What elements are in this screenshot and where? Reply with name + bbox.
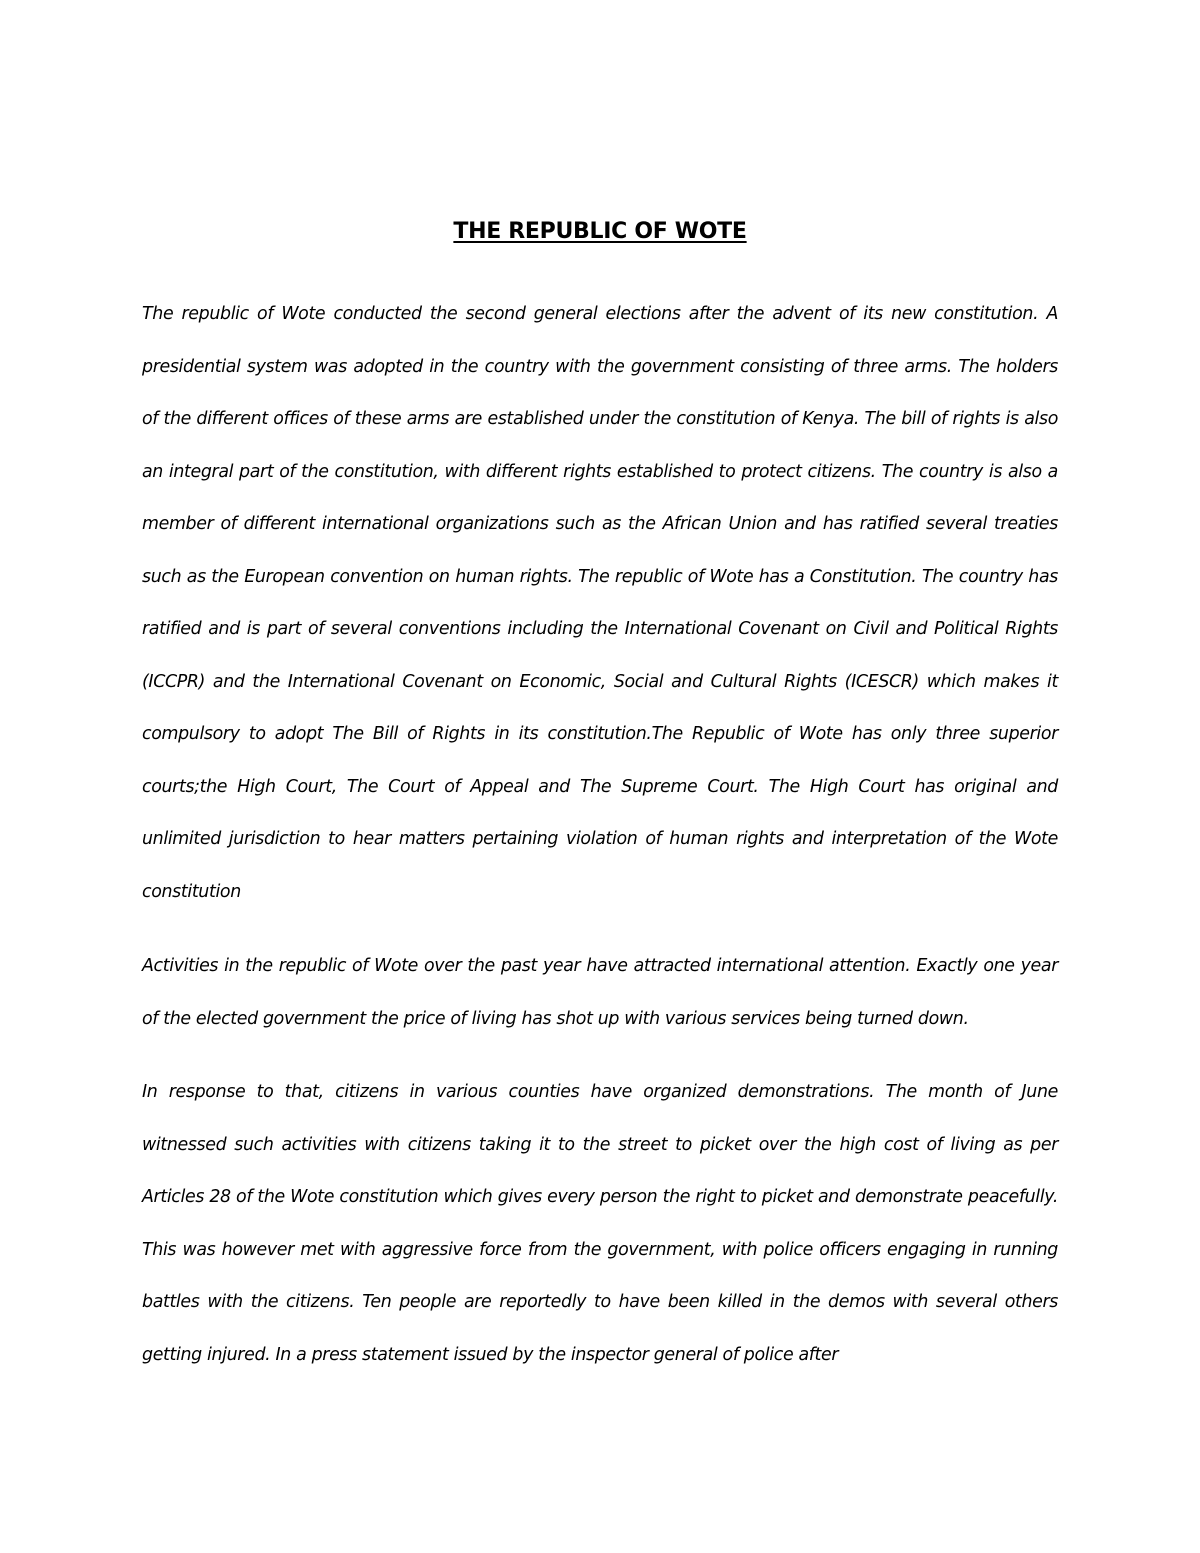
document-title-text: THE REPUBLIC OF WOTE [453, 219, 747, 244]
document-title [0, 216, 1200, 248]
paragraph-3: In response to that, citizens in various counties have organized demonstrations. The month of June witnessed such activities with citizens taking it to the street to picket over the high cost of living as per Articles 28 of the Wote constitution which gives every person the right to picket and demonstrate peacefully. This was however met with aggressive force from the government, with police officers engaging in running battles with the citizens. Ten people are reportedly to have been killed in the demos with several others getting injured. In a press statement issued by the inspector general of police after [142, 1082, 1058, 1365]
paragraph-2: Activities in the republic of Wote over the past year have attracted international attention. Exactly one year of the elected government the price of living has shot up with various services being turned down. [142, 956, 1058, 1029]
paragraph-1: The republic of Wote conducted the second general elections after the advent of its new constitution. A presidential system was adopted in the country with the government consisting of three arms. The holders of the different offices of these arms are established under the constitution of Kenya. The bill of rights is also an integral part of the constitution, with different rights established to protect citizens. The country is also a member of different international organizations such as the African Union and has ratified several treaties such as the European convention on human rights. The republic of Wote has a Constitution. The country has ratified and is part of several conventions including the International Covenant on Civil and Political Rights (ICCPR) and the International Covenant on Economic, Social and Cultural Rights (ICESCR) which makes it compulsory to adopt The Bill of Rights in its constitution.The Republic of Wote has only three superior courts;the High Court, The Court of Appeal and The Supreme Court. The High Court has original and unlimited jurisdiction to hear matters pertaining violation of human rights and interpretation of the Wote constitution [142, 304, 1058, 902]
